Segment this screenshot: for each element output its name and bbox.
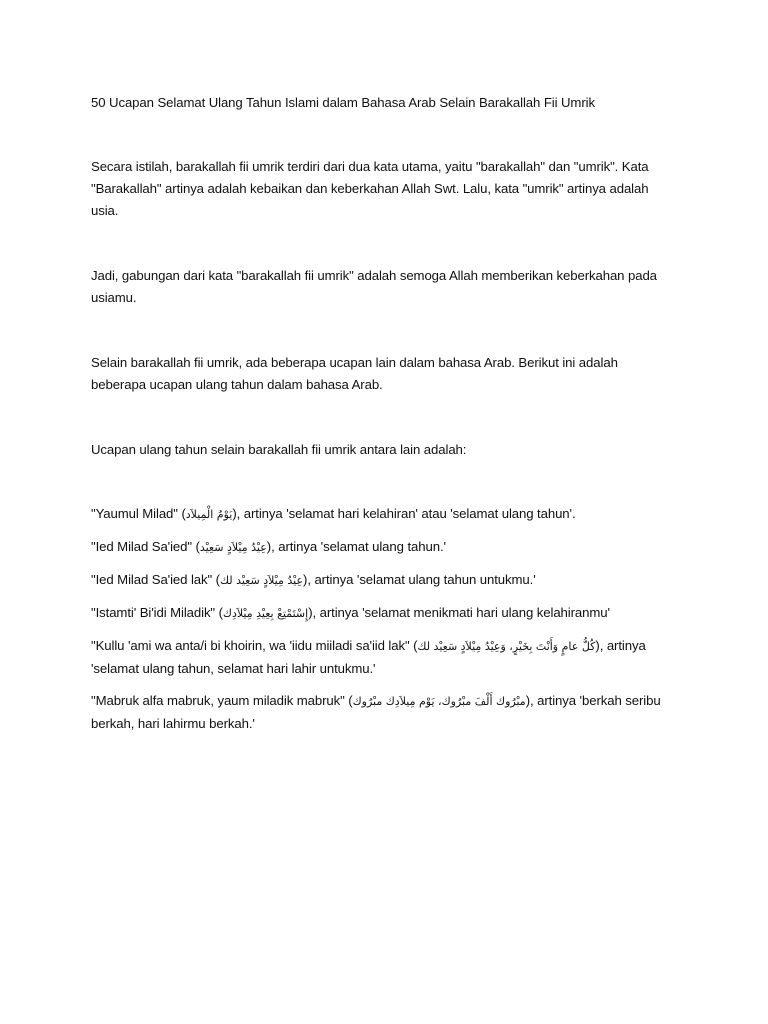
list-item <box>91 690 676 735</box>
greeting-meaning: ), artinya 'selamat ulang tahun, selamat hari lahir untukmu.' <box>91 638 646 676</box>
list-item <box>91 602 676 625</box>
paragraph-meaning: Jadi, gabungan dari kata "barakallah fii umrik" adalah semoga Allah memberikan keberkahan pada usiamu. <box>91 268 657 305</box>
greeting-meaning: ), artinya 'selamat ulang tahun.' <box>266 539 446 554</box>
greetings-list <box>91 503 676 735</box>
greeting-latin: "Kullu 'ami wa anta/i bi khoirin, wa 'iidu miiladi sa'iid lak" ( <box>91 638 418 653</box>
paragraph-other-greetings: Selain barakallah fii umrik, ada beberapa ucapan lain dalam bahasa Arab. Berikut ini adalah beberapa ucapan ulang tahun dalam bahasa Arab. <box>91 355 618 392</box>
list-item <box>91 635 676 680</box>
greeting-arabic: عِيْدُ مِيْلاَدٍ سَعِيْد <box>199 541 267 554</box>
greeting-arabic: عِيْدُ مِيْلاَدٍ سَعِيْد لك <box>219 574 304 587</box>
greeting-arabic: يَوْمُ الْمِيلاَد <box>185 508 233 521</box>
greeting-arabic: مبْرُوك أَلْفَ مبْرُوك، يَوْم مِيلاَدِك مبْرُوك <box>352 695 526 708</box>
greeting-arabic: إِسْتَمْتِعْ بِعِيْدِ مِيْلاَدِك <box>222 607 309 620</box>
list-item <box>91 569 676 592</box>
paragraph-definition: Secara istilah, barakallah fii umrik terdiri dari dua kata utama, yaitu "barakallah" dan "umrik". Kata "Barakallah" artinya adalah kebaikan dan keberkahan Allah Swt. Lalu, kata "umrik" artinya adalah usia. <box>91 159 649 218</box>
greeting-meaning: ), artinya 'selamat hari kelahiran' atau 'selamat ulang tahun'. <box>232 506 576 521</box>
greeting-latin: "Ied Milad Sa'ied" ( <box>91 539 200 554</box>
list-intro: Ucapan ulang tahun selain barakallah fii umrik antara lain adalah: <box>91 442 467 457</box>
greeting-latin: "Ied Milad Sa'ied lak" ( <box>91 572 220 587</box>
greeting-latin: "Yaumul Milad" ( <box>91 506 186 521</box>
greeting-arabic: كُلُّ عامٍ وَأَنْتَ بِخَيْرٍ، وَعِيْدُ مِيْلاَدٍ سَعِيْد لك <box>417 640 596 653</box>
list-item <box>91 536 676 559</box>
greeting-meaning: ), artinya 'berkah seribu berkah, hari lahirmu berkah.' <box>91 693 661 731</box>
greeting-latin: "Istamti' Bi'idi Miladik" ( <box>91 605 223 620</box>
document-content <box>91 92 676 745</box>
greeting-meaning: ), artinya 'selamat ulang tahun untukmu.' <box>303 572 536 587</box>
list-item <box>91 503 676 526</box>
document-title: 50 Ucapan Selamat Ulang Tahun Islami dalam Bahasa Arab Selain Barakallah Fii Umrik <box>91 95 595 110</box>
greeting-meaning: ), artinya 'selamat menikmati hari ulang kelahiranmu' <box>308 605 610 620</box>
greeting-latin: "Mabruk alfa mabruk, yaum miladik mabruk" ( <box>91 693 353 708</box>
